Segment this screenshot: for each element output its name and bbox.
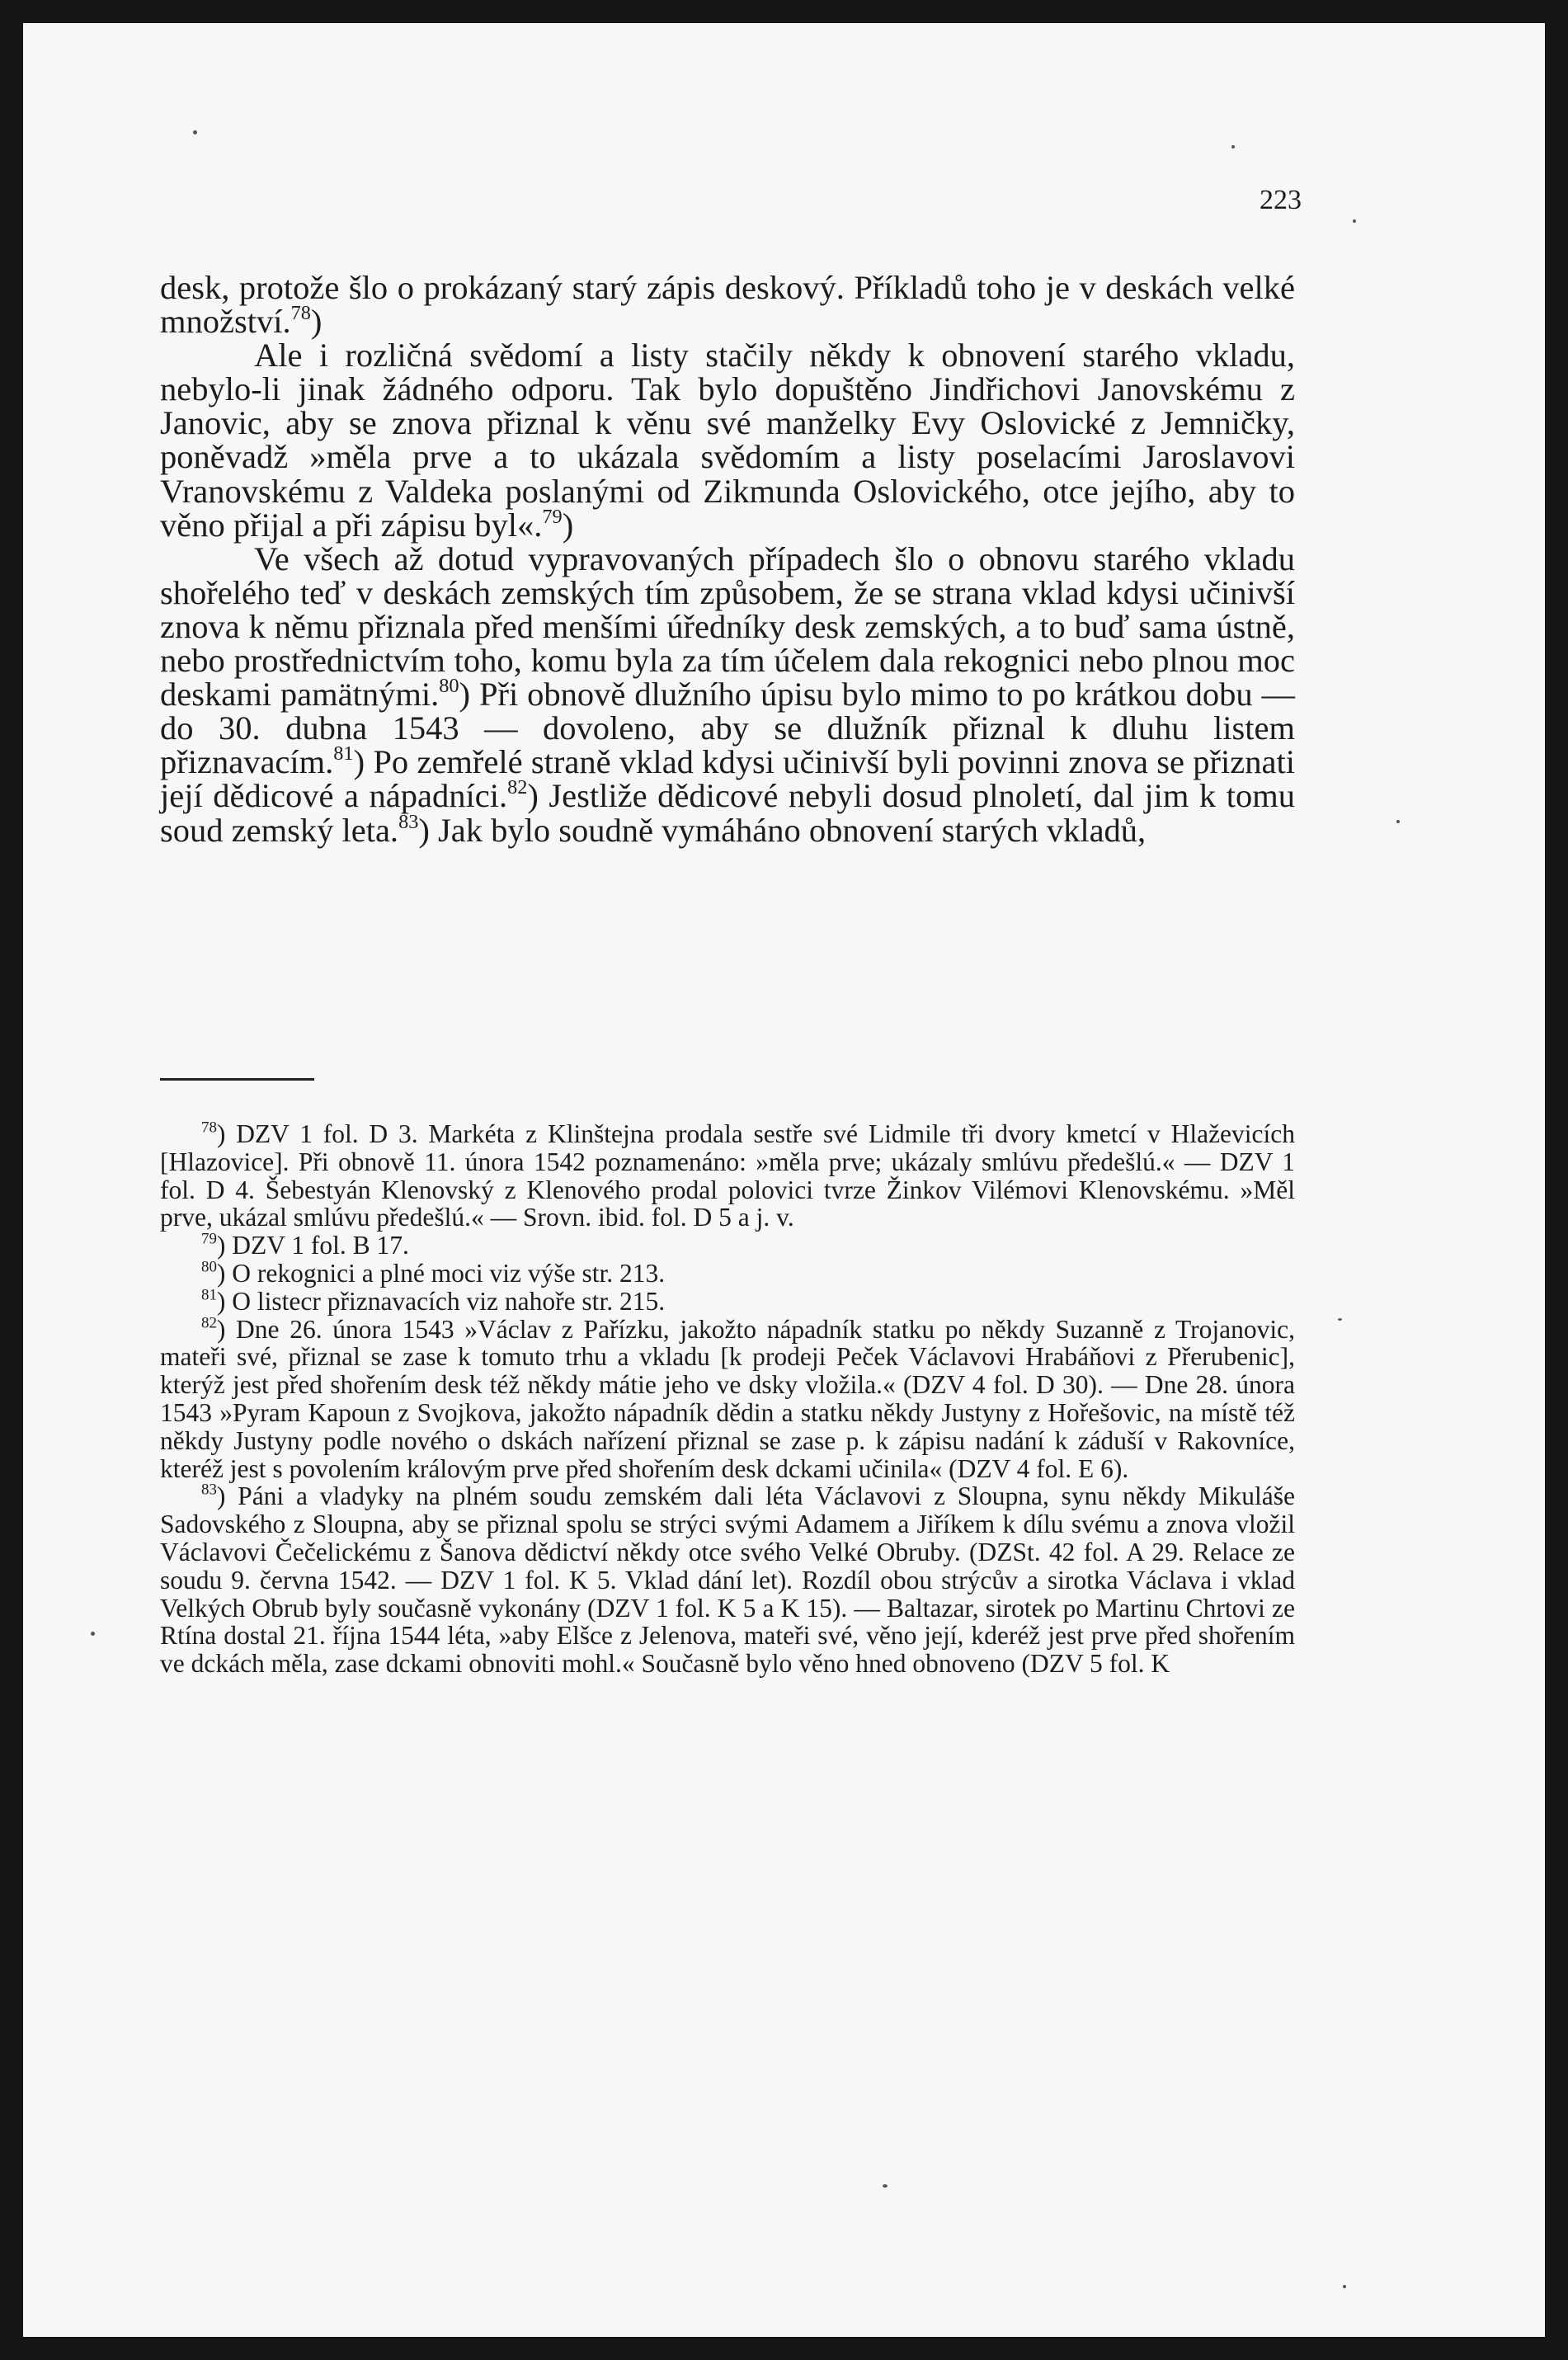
footnote-number: 81 — [201, 1286, 217, 1304]
paragraph-text: ) Po zemřelé straně vklad kdysi učinivší byli povinni znova se přiznati její dědicové a nápadníci. — [160, 743, 1295, 815]
footnote-ref: 81 — [333, 742, 354, 765]
speck — [883, 2184, 888, 2188]
paragraph-text: ) Jestliže dědicové nebyli dosud plnoletí, dal jim k tomu soud zemský leta. — [160, 777, 1295, 849]
footnote-text: ) O listecr přiznavacích viz nahoře str. 215. — [216, 1286, 666, 1316]
paragraph — [160, 269, 1295, 341]
footnote-text: ) Dne 26. února 1543 »Václav z Pařízku, jakožto nápadník statku po někdy Suzanně z Trojanovic, mateři své, přiznal se zase k tomuto trhu a vkladu [k prodeji Peček Václavovi Hrabáňovi z Přerubenic], kterýž jest před shořením desk též někdy mátie jeho ve dsky vložila.« (DZV 4 fol. D 30). — Dne 28. února 1543 »Pyram Kapoun z Svojkova, jakožto nápadník dědin a statku někdy Justyny z Hořešovic, na místě též někdy Justyny podle nového o dskách nařízení přiznal se zase p. k zápisu nadání k záduší v Rakovníce, kteréž jest s povolením královým prve před shořením desk dckami učinila« (DZV 4 fol. E 6). — [160, 1314, 1295, 1483]
footnote-text: ) Páni a vladyky na plném soudu zemském dali léta Václavovi z Sloupna, synu někdy Mikuláše Sadovského z Sloupna, aby se přiznal spolu se strýci svými Adamem a Jiříkem k dílu svému a znova vložil Václavovi Čečelickému z Šanova dědictví někdy otce svého Velké Obruby. (DZSt. 42 fol. A 29. Relace ze soudu 9. června 1542. — DZV 1 fol. K 5. Vklad dání let). Rozdíl obou strýcův a sirotka Václava i vklad Velkých Obrub byly současně vykonány (DZV 1 fol. K 5 a K 15). — Baltazar, sirotek po Martinu Chrtovi ze Rtína dostal 21. října 1544 léta, »aby Elšce z Jelenova, mateři své, věno její, kderéž jest prve před shořením ve dckách měla, zase dckami obnoviti mohl.« Současně bylo věno hned obnoveno (DZV 5 fol. K — [160, 1481, 1295, 1679]
ref-bracket: ) — [562, 506, 574, 544]
speck — [1343, 2285, 1346, 2288]
book-page — [23, 23, 1545, 2337]
footnote-separator — [160, 1078, 314, 1081]
footnote-ref: 78 — [290, 302, 311, 325]
speck — [193, 130, 197, 134]
main-text — [160, 271, 1295, 847]
speck — [1338, 1318, 1342, 1321]
paragraph-text: desk, protože šlo o prokázaný starý zápis deskový. Příkladů toho je v deskách velké množství. — [160, 269, 1295, 341]
speck — [91, 1632, 95, 1636]
footnote-number: 80 — [201, 1258, 217, 1276]
speck — [1231, 145, 1235, 148]
footnote — [160, 1260, 1295, 1288]
footnote — [160, 1232, 1295, 1260]
footnote-text: ) O rekognici a plné moci viz výše str. 213. — [216, 1258, 666, 1288]
paragraph-text: ) Jak bylo soudně vymáháno obnovení starých vkladů, — [418, 811, 1147, 849]
footnote-ref: 79 — [542, 505, 563, 528]
footnote-number: 78 — [201, 1119, 217, 1137]
footnote — [160, 1120, 1295, 1232]
paragraph-text: Ve všech až dotud vypravovaných případech šlo o obnovu starého vkladu shořelého teď v deskách zemských tím způsobem, že se strana vklad kdysi učinivší znova k němu přiznala před menšími úředníky desk zemských, a to buď sama ústně, nebo prostřednictvím toho, komu byla za tím účelem dala rekognici nebo plnou moc deskami pamätnými. — [160, 539, 1295, 714]
footnote-ref: 82 — [507, 776, 528, 799]
footnote — [160, 1288, 1295, 1316]
speck — [1353, 219, 1356, 223]
paragraph-text: ) Při obnově dlužního úpisu bylo mimo to po krátkou dobu — do 30. dubna 1543 — dovoleno, aby se dlužník přiznal k dluhu listem přiznavacím. — [160, 676, 1295, 781]
footnote-number: 82 — [201, 1314, 217, 1332]
paragraph — [160, 338, 1295, 542]
footnote-text: ) DZV 1 fol. B 17. — [216, 1231, 409, 1260]
footnotes — [160, 1120, 1295, 1678]
footnote-number: 79 — [201, 1230, 217, 1248]
ref-bracket: ) — [310, 303, 323, 341]
paragraph-text: Ale i rozličná svědomí a listy stačily někdy k obnovení starého vkladu, nebylo-li jinak žádného odporu. Tak bylo dopuštěno Jindřichovi Janovskému z Janovic, aby se znova přiznal k věnu své manželky Evy Oslovické z Jemničky, poněvadž »měla prve a to ukázala svědomím a listy poselacími Jaroslavovi Vranovskému z Valdeka poslanými od Zikmunda Oslovického, otce jejího, aby to věno přijal a při zápisu byl«. — [160, 337, 1295, 544]
footnote — [160, 1316, 1295, 1483]
footnote — [160, 1482, 1295, 1678]
footnote-number: 83 — [201, 1481, 217, 1500]
footnote-text: ) DZV 1 fol. D 3. Markéta z Klinštejna prodala sestře své Lidmile tři dvory kmetcí v Hlaževicích [Hlazovice]. Při obnově 11. února 1542 poznamenáno: »měla prve; ukázaly smlúvu předešlú.« — DZV 1 fol. D 4. Šebestyán Klenovský z Klenového prodal polovici tvrze Žinkov Vilémovi Klenovskému. »Měl prve, ukázal smlúvu předešlú.« — Srovn. ibid. fol. D 5 a j. v. — [160, 1119, 1295, 1232]
speck — [1396, 820, 1400, 823]
page-number: 223 — [1260, 185, 1302, 215]
footnote-ref: 83 — [398, 810, 419, 833]
footnote-ref: 80 — [439, 675, 459, 698]
paragraph — [160, 539, 1295, 849]
